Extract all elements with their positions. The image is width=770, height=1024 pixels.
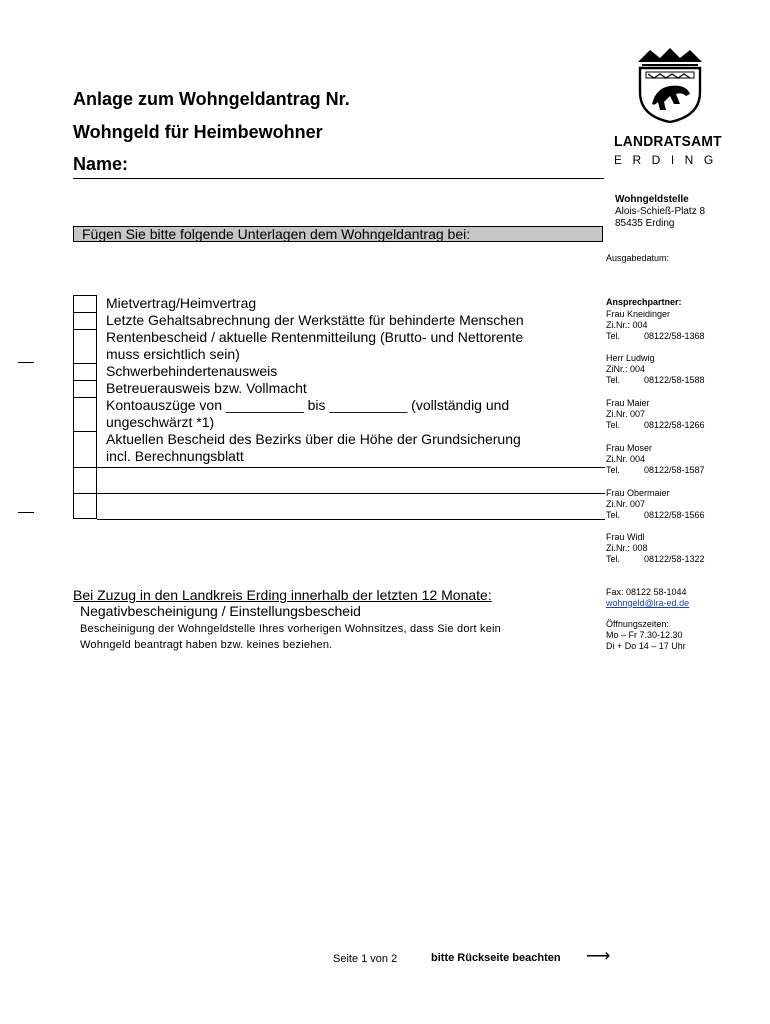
zuzug-desc-line: Wohngeld beantragt haben bzw. keines beziehen.: [80, 639, 333, 651]
checkbox[interactable]: [73, 467, 97, 493]
contact-info: [606, 587, 689, 652]
hours-afternoon: Di + Do 14 – 17 Uhr: [606, 641, 686, 651]
list-item: Kontoauszüge von __________ bis __________ (vollständig und: [106, 397, 510, 413]
blank-row-line[interactable]: [97, 493, 605, 494]
contact-name: Frau Obermaier: [606, 488, 670, 498]
checkbox[interactable]: [73, 312, 97, 329]
office-heading: Wohngeldstelle: [615, 194, 689, 205]
list-item: incl. Berechnungsblatt: [106, 448, 244, 464]
contact-room: ZiNr.: 004: [606, 364, 646, 374]
issue-date-label: Ausgabedatum:: [606, 253, 670, 263]
page-number: Seite 1 von 2: [333, 953, 398, 965]
list-item: Letzte Gehaltsabrechnung der Werkstätte für behinderte Menschen: [106, 312, 524, 328]
footer-note: bitte Rückseite beachten: [431, 952, 561, 964]
contact-tel: 08122/58-1368: [644, 331, 705, 341]
contact-card: [606, 353, 705, 386]
contact-room: Zi.Nr.: 008: [606, 543, 648, 553]
contact-card: [606, 532, 705, 565]
name-field-line[interactable]: [73, 178, 604, 179]
name-label: Name:: [73, 154, 129, 174]
contact-name: Frau Widl: [606, 532, 645, 542]
zuzug-desc-line: Bescheinigung der Wohngeldstelle Ihres vorherigen Wohnsitzes, dass Sie dort kein: [80, 623, 501, 635]
form-subtitle: Wohngeld für Heimbewohner: [73, 122, 323, 142]
list-item: Aktuellen Bescheid des Bezirks über die Höhe der Grundsicherung: [106, 431, 521, 447]
office-street: Alois-Schieß-Platz 8: [615, 206, 706, 217]
contact-tel-label: Tel.: [606, 375, 621, 385]
contact-room: Zi.Nr.: 004: [606, 320, 648, 330]
checkbox[interactable]: [73, 329, 97, 363]
contact-room: Zi.Nr. 007: [606, 499, 646, 509]
list-item: Mietvertrag/Heimvertrag: [106, 295, 257, 311]
contact-name: Frau Moser: [606, 443, 653, 453]
checkbox[interactable]: [73, 397, 97, 431]
checkbox[interactable]: [73, 363, 97, 380]
instructions-banner: Fügen Sie bitte folgende Unterlagen dem Wohngeldantrag bei:: [73, 226, 603, 242]
contact-name: Frau Kneidinger: [606, 309, 671, 319]
zuzug-heading: Bei Zuzug in den Landkreis Erding innerhalb der letzten 12 Monate:: [73, 587, 492, 603]
blank-row-line[interactable]: [97, 519, 605, 520]
contact-card: [606, 398, 705, 431]
checkbox[interactable]: [73, 431, 97, 467]
contact-tel-label: Tel.: [606, 331, 621, 341]
list-item: muss ersichtlich sein): [106, 346, 240, 362]
email-link[interactable]: wohngeld@lra-ed.de: [606, 598, 690, 608]
brand-city: ERDING: [614, 153, 724, 167]
list-item: Betreuerausweis bzw. Vollmacht: [106, 380, 307, 396]
coat-of-arms-icon: [628, 44, 712, 124]
contact-name: Frau Maier: [606, 398, 650, 408]
list-item: Schwerbehindertenausweis: [106, 363, 278, 379]
office-city: 85435 Erding: [615, 218, 675, 229]
contact-card: [606, 309, 705, 342]
form-title: Anlage zum Wohngeldantrag Nr.: [73, 89, 350, 109]
fold-mark: [18, 362, 34, 363]
document-list: [106, 295, 524, 465]
contact-tel-label: Tel.: [606, 510, 621, 520]
zuzug-item: Negativbescheinigung / Einstellungsbescheid: [80, 603, 361, 619]
checkbox[interactable]: [73, 295, 97, 312]
contact-card: [606, 488, 705, 521]
contact-tel: 08122/58-1588: [644, 375, 705, 385]
arrow-right-icon: ⟶: [586, 946, 611, 965]
list-item: Rentenbescheid / aktuelle Rentenmitteilung (Brutto- und Nettorente: [106, 329, 524, 345]
office-block: [615, 194, 705, 230]
hours-label: Öffnungszeiten:: [606, 619, 669, 629]
brand-name: LANDRATSAMT: [614, 133, 722, 150]
contact-tel: 08122/58-1322: [644, 554, 705, 564]
zuzug-description: [80, 621, 501, 653]
contact-tel-label: Tel.: [606, 420, 621, 430]
contact-room: Zi.Nr. 007: [606, 409, 646, 419]
fold-mark: [18, 512, 34, 513]
contact-tel-label: Tel.: [606, 554, 621, 564]
contact-card: [606, 443, 705, 476]
hours-weekdays: Mo – Fr 7.30-12.30: [606, 630, 683, 640]
contact-name: Herr Ludwig: [606, 353, 655, 363]
checkbox[interactable]: [73, 493, 97, 519]
blank-row-line[interactable]: [97, 467, 605, 468]
fax: Fax: 08122 58-1044: [606, 587, 687, 597]
contact-tel: 08122/58-1587: [644, 465, 705, 475]
contacts-heading: Ansprechpartner:: [606, 297, 682, 307]
contact-tel: 08122/58-1266: [644, 420, 705, 430]
list-item: ungeschwärzt *1): [106, 414, 215, 430]
contact-tel-label: Tel.: [606, 465, 621, 475]
contact-tel: 08122/58-1566: [644, 510, 705, 520]
contact-room: Zi.Nr. 004: [606, 454, 646, 464]
checkbox[interactable]: [73, 380, 97, 397]
